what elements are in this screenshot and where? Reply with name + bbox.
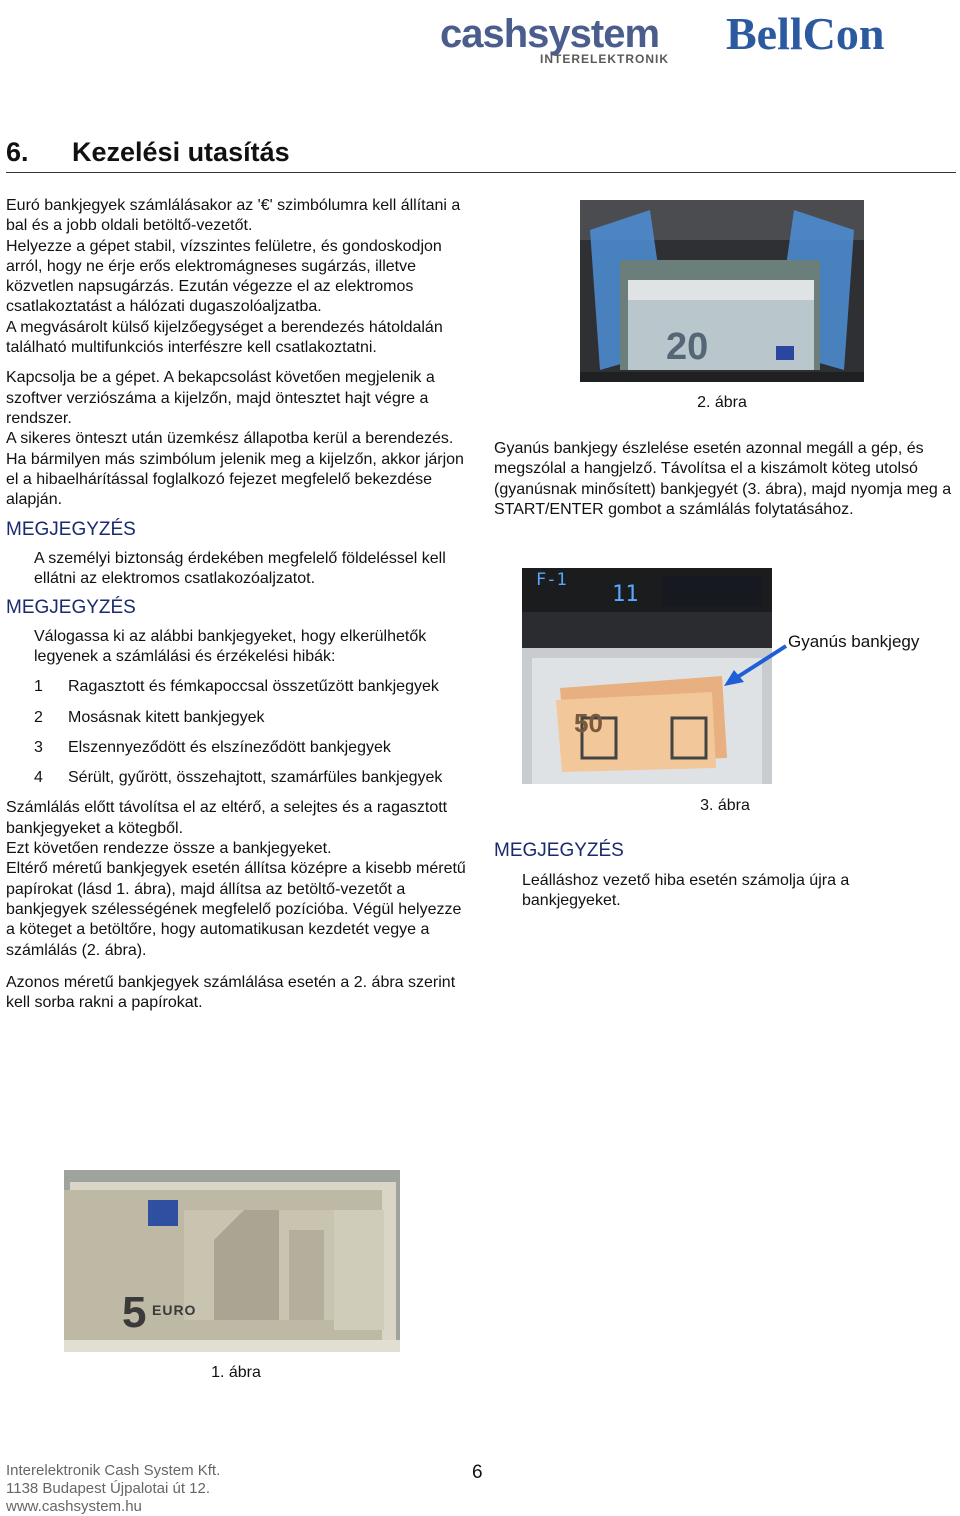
note-heading-3: MEGJEGYZÉS: [494, 840, 624, 861]
callout-arrow-icon: [720, 640, 790, 690]
paragraph-same-size: Azonos méretű bankjegyek számlálása esetén a 2. ábra szerint kell sorba rakni a papírokat.: [6, 973, 456, 1012]
cashsystem-logo: [440, 14, 700, 70]
list-item-text: Ragasztott és fémkapoccsal összetűzött bankjegyek: [68, 678, 439, 696]
list-item-number: 2: [34, 708, 43, 726]
heading-rule: [6, 172, 956, 173]
note-heading-2: MEGJEGYZÉS: [6, 597, 136, 619]
list-item-text: Elszennyeződött és elszíneződött bankjegyek: [68, 738, 391, 756]
footer-address-block: [6, 1462, 220, 1516]
paragraph-align: Ezt követően rendezze össze a bankjegyeket.: [6, 840, 332, 858]
paragraph-self-test: A sikeres önteszt után üzemkész állapotba kerül a berendezés.: [6, 430, 454, 448]
note-text-recount: Leálláshoz vezető hiba esetén számolja újra a bankjegyeket.: [522, 872, 850, 910]
cashsystem-logo-text: cashsystem: [440, 12, 660, 56]
section-title: Kezelési utasítás: [72, 137, 290, 167]
counting-machine-hopper-image: [580, 200, 864, 382]
banknote-euro-text: EURO: [152, 1302, 197, 1318]
list-item-number: 1: [34, 678, 43, 696]
list-item-number: 4: [34, 769, 43, 787]
section-number: 6.: [6, 137, 29, 167]
note-text-sorting: Válogassa ki az alábbi bankjegyeket, hogy elkerülhetők legyenek a számlálási és érzékelési hibák:: [34, 627, 427, 665]
list-item: [34, 738, 466, 758]
list-item: [34, 708, 466, 728]
paragraph-remove-odd: Számlálás előtt távolítsa el az eltérő, a selejtes és a ragasztott bankjegyeket a kötegből.: [6, 799, 448, 837]
banknote-value-5: 5: [122, 1288, 147, 1337]
paragraph-other-symbol: Ha bármilyen más szimbólum jelenik meg a kijelzőn, akkor járjon el a hibaelhárítással foglalkozó fejezet megfelelő bekezdése alapján.: [6, 450, 464, 509]
paragraph-power-on: Kapcsolja be a gépet. A bekapcsolást követően megjelenik a szoftver verziószáma a kijelzőn, majd öntesztet hajt végre a rendszer.: [6, 369, 435, 427]
note-text-grounding: A személyi biztonság érdekében megfelelő földeléssel kell ellátni az elektromos csatlakozóaljzatot.: [34, 549, 446, 588]
bellcon-logo: [726, 2, 946, 66]
figure-1-photo: [64, 1170, 400, 1352]
paragraph-different-size: Eltérő méretű bankjegyek esetén állítsa középre a kisebb méretű papírokat (lásd 1. ábra), majd állítsa az betöltő-vezetőt a bankjegyek szélességének megfelelő pozícióba. Végül helyezze a köteget a betöltőre, hogy automatikusan kezdetét vegye a számlálás (2. ábra).: [6, 860, 466, 959]
page-number: 6: [472, 1462, 483, 1483]
list-item-text: Mosásnak kitett bankjegyek: [68, 708, 265, 726]
machine-display-code: F-1: [536, 570, 567, 590]
list-item: [34, 768, 466, 788]
banknote-value-50: 50: [574, 708, 603, 738]
figure-3-caption: 3. ábra: [700, 797, 750, 814]
machine-display-count: 11: [612, 582, 639, 607]
list-item-number: 3: [34, 738, 43, 756]
footer-company: Interelektronik Cash System Kft.: [6, 1462, 221, 1479]
figure-1-caption: 1. ábra: [211, 1364, 261, 1381]
note-heading-1: MEGJEGYZÉS: [6, 519, 136, 541]
paragraph-euro-setting: Euró bankjegyek számlálásakor az '€' szimbólumra kell állítani a bal és a jobb oldali betöltő-vezetőt.: [6, 197, 461, 235]
bellcon-logo-text: BellCon: [726, 8, 885, 59]
banknote-value-20: 20: [666, 326, 709, 368]
banknote-stack-image: [64, 1170, 400, 1352]
left-column: [6, 196, 466, 1013]
sorting-list: [34, 677, 466, 788]
paragraph-suspicious-note: Gyanús bankjegy észlelése esetén azonnal megáll a gép, és megszólal a hangjelző. Távolítsa el a kiszámolt köteg utolsó (gyanúsnak minősített) bankjegyét (3. ábra), majd nyomja meg a START/ENTER gombot a számlálás folytatásához.: [494, 440, 952, 518]
list-item-text: Sérült, gyűrött, összehajtott, szamárfüles bankjegyek: [68, 769, 443, 787]
footer-address: 1138 Budapest Újpalotai út 12.: [6, 1480, 211, 1497]
paragraph-display-connection: A megvásárolt külső kijelzőegységet a berendezés hátoldalán található multifunkciós interfészre kell csatlakoztatni.: [6, 318, 443, 357]
figure-2-photo: [580, 200, 864, 382]
figure-2-caption: 2. ábra: [697, 394, 747, 411]
footer-website: www.cashsystem.hu: [6, 1498, 142, 1515]
paragraph-placement: Helyezze a gépet stabil, vízszintes felületre, és gondoskodjon arról, hogy ne érje erős elektromágneses sugárzás, illetve közvetlen napsugárzás. Ezután végezze el az elektromos csatlakoztatást a hálózati dugaszolóaljzatba.: [6, 237, 442, 316]
cashsystem-logo-subtext: INTERELEKTRONIK: [540, 52, 669, 66]
list-item: [34, 677, 466, 697]
callout-suspicious-note-label: Gyanús bankjegy: [788, 632, 920, 651]
